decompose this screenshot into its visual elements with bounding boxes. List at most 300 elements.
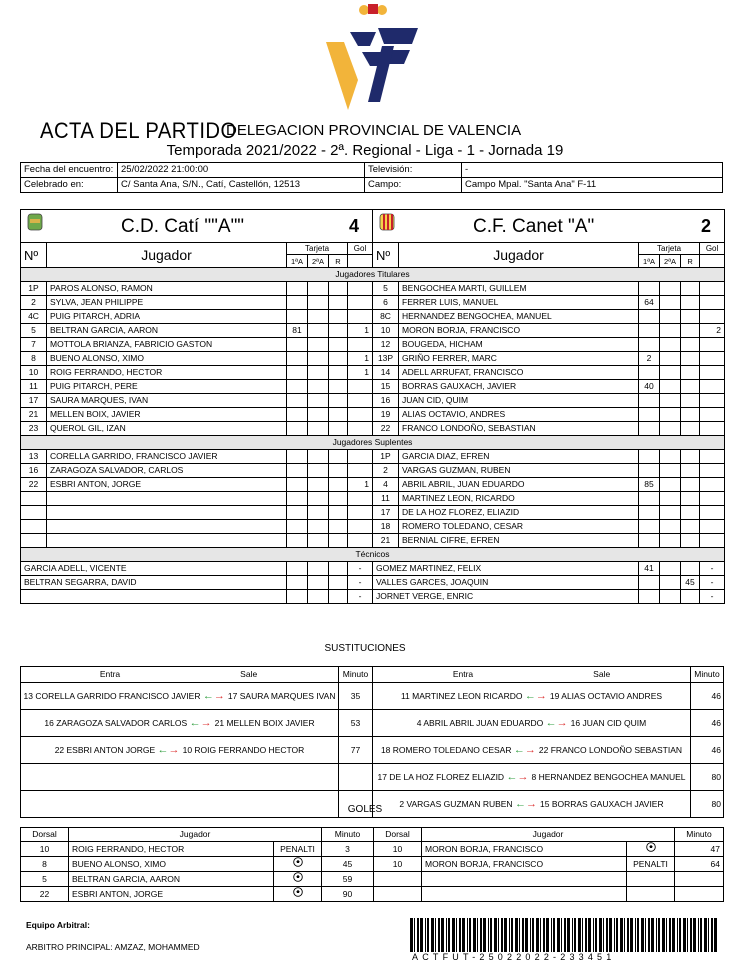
away-goal-dorsal: 10 (374, 857, 422, 872)
away-goals (700, 296, 725, 310)
tv-value: - (462, 163, 723, 178)
away-player-number: 15 (373, 380, 399, 394)
away-red (681, 450, 700, 464)
away-player-number: 17 (373, 506, 399, 520)
away-crest-icon (379, 213, 395, 231)
away-goals (700, 534, 725, 548)
away-red (681, 352, 700, 366)
barcode-bar (519, 918, 520, 952)
barcode-bar (441, 918, 444, 952)
section-row (21, 436, 725, 450)
barcode-bar (515, 918, 518, 952)
home-coach-yellow-2 (308, 576, 329, 590)
home-yellow-2 (308, 520, 329, 534)
barcode-bar (564, 918, 566, 952)
away-yellow-2 (660, 394, 681, 408)
coach-row (21, 576, 725, 590)
home-player-in: 13 CORELLA GARRIDO FRANCISCO JAVIER (23, 690, 201, 701)
teams-header (20, 209, 725, 269)
barcode-bar (427, 918, 429, 952)
away-goals (700, 408, 725, 422)
home-player-in: 22 ESBRI ANTON JORGE (54, 744, 156, 755)
home-goals (348, 338, 373, 352)
away-yellow-1: 40 (639, 380, 660, 394)
away-coach-gol: - (700, 590, 725, 604)
barcode-bar (490, 918, 492, 952)
barcode-bar (704, 918, 707, 952)
coach-row (21, 562, 725, 576)
home-player-name: PUIG PITARCH, ADRIA (47, 310, 287, 324)
goals-col-minuto-home: Minuto (322, 828, 374, 842)
barcode-bar (606, 918, 608, 952)
home-yellow-1 (287, 464, 308, 478)
away-coach-name: VALLES GARCES, JOAQUIN (373, 576, 639, 590)
away-red (681, 408, 700, 422)
away-player-name: ADELL ARRUFAT, FRANCISCO (399, 366, 639, 380)
home-player-number: 2 (21, 296, 47, 310)
barcode-bar (410, 918, 413, 952)
home-coach-gol: - (348, 590, 373, 604)
home-coach-yellow-2 (308, 590, 329, 604)
barcode-bar (641, 918, 644, 952)
barcode-bar (483, 918, 486, 952)
home-player-number: 16 (21, 464, 47, 478)
barcode-bar (438, 918, 440, 952)
player-row (21, 534, 725, 548)
away-player-number: 22 (373, 422, 399, 436)
barcode-bar (572, 918, 573, 952)
home-goal-minute: 3 (322, 842, 374, 857)
barcode-bar (672, 918, 675, 952)
away-player-in: 17 DE LA HOZ FLOREZ ELIAZID (377, 771, 505, 782)
away-yellow-2 (660, 464, 681, 478)
barcode-bar (448, 918, 450, 952)
away-player-number: 13P (373, 352, 399, 366)
away-yellow-1 (639, 520, 660, 534)
referee-principal: ARBITRO PRINCIPAL: AMZAZ, MOHAMMED (26, 942, 200, 952)
away-player-number: 18 (373, 520, 399, 534)
away-yellow-1 (639, 492, 660, 506)
home-goals (348, 408, 373, 422)
away-goals (700, 380, 725, 394)
away-sub-minute: 80 (691, 791, 724, 818)
home-red (329, 450, 348, 464)
home-player-name: CORELLA GARRIDO, FRANCISCO JAVIER (47, 450, 287, 464)
away-goal-type (627, 887, 675, 902)
home-goals: 1 (348, 478, 373, 492)
home-coach-red (329, 562, 348, 576)
home-yellow-1 (287, 492, 308, 506)
away-player-number: 5 (373, 282, 399, 296)
home-yellow-1 (287, 366, 308, 380)
home-player-name: QUEROL GIL, IZAN (47, 422, 287, 436)
away-yellow-1 (639, 310, 660, 324)
home-goal-player: ESBRI ANTON, JORGE (69, 887, 274, 902)
barcode-bar (698, 918, 699, 952)
away-goal-minute: 64 (675, 857, 724, 872)
home-yellow-2 (308, 534, 329, 548)
home-coach-yellow-1 (287, 590, 308, 604)
barcode-bar (690, 918, 692, 952)
barcode-bar (711, 918, 713, 952)
home-red (329, 422, 348, 436)
away-red (681, 310, 700, 324)
away-player-name: FRANCO LONDOÑO, SEBASTIAN (399, 422, 639, 436)
barcode-bar (414, 918, 415, 952)
player-row (21, 366, 725, 380)
away-player-name: GRIÑO FERRER, MARC (399, 352, 639, 366)
players-table (20, 267, 725, 604)
away-red (681, 282, 700, 296)
swap-arrows-icon: ←→ (524, 689, 547, 702)
campo-label: Campo: (365, 178, 462, 193)
barcode-bar (522, 918, 524, 952)
goals-col-jugador-home: Jugador (69, 828, 322, 842)
home-player-number: 8 (21, 352, 47, 366)
barcode-bar (637, 918, 639, 952)
away-red (681, 506, 700, 520)
away-red (681, 464, 700, 478)
home-goals: 1 (348, 352, 373, 366)
home-player-out: 21 MELLEN BOIX JAVIER (214, 717, 315, 728)
home-player-name: SAURA MARQUES, IVAN (47, 394, 287, 408)
away-yellow-2 (660, 296, 681, 310)
away-col-a1: 1ªA (639, 255, 660, 269)
away-yellow-1 (639, 282, 660, 296)
away-col-gol: Gol (700, 243, 725, 255)
barcode-bar (627, 918, 629, 952)
away-player-in: 11 MARTINEZ LEON RICARDO (400, 690, 523, 701)
away-red (681, 492, 700, 506)
away-substitution (373, 683, 691, 710)
away-coach-name: GOMEZ MARTINEZ, FELIX (373, 562, 639, 576)
home-yellow-1: 81 (287, 324, 308, 338)
away-yellow-1 (639, 506, 660, 520)
barcode-bar (614, 918, 615, 952)
away-yellow-2 (660, 492, 681, 506)
barcode-bar (425, 918, 426, 952)
barcode-bar (595, 918, 597, 952)
away-col-a2: 2ªA (660, 255, 681, 269)
goal-row (21, 887, 724, 902)
home-team-name: C.D. Catí ""A"" (121, 216, 245, 237)
home-red (329, 520, 348, 534)
away-player-out: 15 BORRAS GAUXACH JAVIER (540, 798, 664, 809)
home-goal-dorsal: 5 (21, 872, 69, 887)
player-row (21, 380, 725, 394)
home-player-number (21, 534, 47, 548)
home-yellow-2 (308, 282, 329, 296)
away-yellow-1 (639, 464, 660, 478)
barcode-bar (462, 918, 465, 952)
barcode-bar (511, 918, 513, 952)
away-yellow-2 (660, 450, 681, 464)
soccer-ball-icon (646, 844, 656, 854)
player-row (21, 296, 725, 310)
home-goals: 1 (348, 324, 373, 338)
section-header: Jugadores Titulares (21, 268, 725, 282)
away-player-name: BORRAS GAUXACH, JAVIER (399, 380, 639, 394)
home-yellow-2 (308, 352, 329, 366)
away-goals (700, 450, 725, 464)
barcode-bar (536, 918, 539, 952)
home-yellow-2 (308, 408, 329, 422)
away-player-number: 2 (373, 464, 399, 478)
barcode-bar (473, 918, 476, 952)
away-coach-red (681, 590, 700, 604)
home-player-out: 10 ROIG FERRANDO HECTOR (182, 744, 305, 755)
away-sub-minute: 46 (691, 710, 724, 737)
away-substitution (373, 764, 691, 791)
home-yellow-2 (308, 450, 329, 464)
barcode-bar (540, 918, 541, 952)
away-yellow-1 (639, 422, 660, 436)
home-sub-minute: 53 (339, 710, 373, 737)
barcode-bar (446, 918, 447, 952)
subs-col-minuto-away: Minuto (691, 667, 724, 683)
goal-row (21, 872, 724, 887)
home-yellow-2 (308, 394, 329, 408)
home-player-name: ESBRI ANTON, JORGE (47, 478, 287, 492)
goals-table (20, 827, 724, 902)
home-substitution (21, 683, 339, 710)
away-team-name: C.F. Canet "A" (473, 216, 595, 237)
barcode-bar (509, 918, 510, 952)
away-yellow-2 (660, 338, 681, 352)
home-player-name: PUIG PITARCH, PERE (47, 380, 287, 394)
substitution-row (21, 764, 724, 791)
barcode-bar (620, 918, 623, 952)
barcode-bar (603, 918, 604, 952)
fecha-value: 25/02/2022 21:00:00 (118, 163, 365, 178)
away-goals (700, 338, 725, 352)
home-red (329, 296, 348, 310)
away-coach-yellow-2 (660, 562, 681, 576)
away-player-out: 16 JUAN CID QUIM (570, 717, 647, 728)
away-red (681, 380, 700, 394)
away-goals (700, 492, 725, 506)
home-player-name: BELTRAN GARCIA, AARON (47, 324, 287, 338)
away-coach-yellow-2 (660, 590, 681, 604)
home-goals (348, 296, 373, 310)
home-red (329, 464, 348, 478)
swap-arrows-icon: ←→ (157, 743, 180, 756)
celebrado-label: Celebrado en: (21, 178, 118, 193)
away-score: 2 (701, 216, 712, 236)
away-player-out: 8 HERNANDEZ BENGOCHEA MANUEL (531, 771, 686, 782)
home-goals (348, 520, 373, 534)
away-yellow-2 (660, 324, 681, 338)
away-goal-type (627, 872, 675, 887)
goals-col-minuto-away: Minuto (675, 828, 724, 842)
home-substitution (21, 710, 339, 737)
soccer-ball-icon (293, 859, 303, 869)
home-yellow-2 (308, 310, 329, 324)
player-row (21, 352, 725, 366)
barcode-bar (658, 918, 660, 952)
home-yellow-2 (308, 366, 329, 380)
away-player-name: FERRER LUIS, MANUEL (399, 296, 639, 310)
barcode-bar (645, 918, 646, 952)
away-coach-name: JORNET VERGE, ENRIC (373, 590, 639, 604)
away-yellow-1 (639, 366, 660, 380)
home-red (329, 282, 348, 296)
away-red (681, 394, 700, 408)
away-player-number: 12 (373, 338, 399, 352)
away-yellow-1: 85 (639, 478, 660, 492)
delegation: DELEGACION PROVINCIAL DE VALENCIA (226, 122, 522, 139)
away-goal-player: MORON BORJA, FRANCISCO (422, 857, 627, 872)
barcode-bar (669, 918, 671, 952)
away-goal-dorsal (374, 872, 422, 887)
home-yellow-1 (287, 478, 308, 492)
away-coach-yellow-2 (660, 576, 681, 590)
away-yellow-1: 64 (639, 296, 660, 310)
home-player-name: MOTTOLA BRIANZA, FABRICIO GASTON (47, 338, 287, 352)
home-player-number (21, 492, 47, 506)
away-goal-minute (675, 887, 724, 902)
home-coach-name: GARCIA ADELL, VICENTE (21, 562, 287, 576)
home-goal-type: PENALTI (274, 842, 322, 857)
home-player-in: 16 ZARAGOZA SALVADOR CARLOS (44, 717, 188, 728)
away-red (681, 324, 700, 338)
home-yellow-1 (287, 296, 308, 310)
home-goals (348, 506, 373, 520)
substitutions-table (20, 666, 724, 818)
barcode-bar (708, 918, 709, 952)
player-row (21, 408, 725, 422)
home-player-number (21, 506, 47, 520)
away-goals (700, 352, 725, 366)
home-yellow-1 (287, 520, 308, 534)
away-goal-player (422, 887, 627, 902)
home-coach-yellow-1 (287, 562, 308, 576)
barcode-bar (452, 918, 455, 952)
subs-col-entra-sale-away (373, 667, 691, 683)
away-player-number: 19 (373, 408, 399, 422)
away-coach-yellow-1 (639, 576, 660, 590)
away-yellow-2 (660, 282, 681, 296)
home-player-name: ROIG FERRANDO, HECTOR (47, 366, 287, 380)
away-red (681, 520, 700, 534)
player-row (21, 310, 725, 324)
away-yellow-2 (660, 422, 681, 436)
away-coach-yellow-1: 41 (639, 562, 660, 576)
away-player-number: 16 (373, 394, 399, 408)
away-red (681, 366, 700, 380)
away-yellow-1 (639, 324, 660, 338)
home-yellow-2 (308, 324, 329, 338)
barcode-bar (530, 918, 531, 952)
away-yellow-2 (660, 366, 681, 380)
barcode-bar (609, 918, 612, 952)
home-player-out: 17 SAURA MARQUES IVAN (227, 690, 336, 701)
barcode-bar (469, 918, 471, 952)
barcode-bar (467, 918, 468, 952)
away-yellow-2 (660, 520, 681, 534)
away-yellow-1 (639, 450, 660, 464)
barcode-bar (651, 918, 654, 952)
barcode-bar (546, 918, 549, 952)
barcode-bar (504, 918, 507, 952)
away-yellow-2 (660, 534, 681, 548)
match-info-table (20, 162, 723, 193)
home-coach-red (329, 590, 348, 604)
away-col-jugador: Jugador (399, 243, 639, 269)
away-substitution (373, 710, 691, 737)
away-yellow-2 (660, 408, 681, 422)
home-player-number: 17 (21, 394, 47, 408)
away-player-name: ABRIL ABRIL, JUAN EDUARDO (399, 478, 639, 492)
subs-col-minuto-home: Minuto (339, 667, 373, 683)
subs-col-entra-away: Entra (452, 669, 474, 679)
away-player-name: BERNIAL CIFRE, EFREN (399, 534, 639, 548)
away-sub-minute: 46 (691, 737, 724, 764)
barcode-bar (557, 918, 560, 952)
home-red (329, 380, 348, 394)
away-player-in: 2 VARGAS GUZMAN RUBEN (399, 798, 513, 809)
barcode-bar (494, 918, 497, 952)
away-yellow-1 (639, 408, 660, 422)
home-yellow-1 (287, 506, 308, 520)
barcode-bar (498, 918, 499, 952)
home-player-name: BUENO ALONSO, XIMO (47, 352, 287, 366)
away-player-number: 14 (373, 366, 399, 380)
away-player-name: DE LA HOZ FLOREZ, ELIAZID (399, 506, 639, 520)
home-coach-red (329, 576, 348, 590)
home-coach-gol: - (348, 576, 373, 590)
barcode (410, 918, 720, 952)
away-player-number: 6 (373, 296, 399, 310)
barcode-bar (714, 918, 717, 952)
home-goals (348, 450, 373, 464)
away-coach-yellow-1 (639, 590, 660, 604)
barcode-bar (616, 918, 618, 952)
home-coach-name (21, 590, 287, 604)
away-yellow-2 (660, 352, 681, 366)
player-row (21, 450, 725, 464)
swap-arrows-icon: ←→ (202, 689, 225, 702)
player-row (21, 520, 725, 534)
tv-label: Televisión: (365, 163, 462, 178)
away-team-header (373, 210, 724, 243)
barcode-bar (477, 918, 478, 952)
home-col-a2: 2ªA (308, 255, 329, 269)
section-row (21, 268, 725, 282)
away-player-name: GARCIA DIAZ, EFREN (399, 450, 639, 464)
home-red (329, 478, 348, 492)
away-player-name: BOUGEDA, HICHAM (399, 338, 639, 352)
goals-col-dorsal-away: Dorsal (374, 828, 422, 842)
home-goal-player: BELTRAN GARCIA, AARON (69, 872, 274, 887)
home-yellow-1 (287, 338, 308, 352)
home-player-name (47, 520, 287, 534)
home-yellow-1 (287, 408, 308, 422)
away-player-name: ALIAS OCTAVIO, ANDRES (399, 408, 639, 422)
home-crest-icon (27, 213, 43, 231)
home-yellow-2 (308, 380, 329, 394)
home-yellow-1 (287, 282, 308, 296)
barcode-bar (501, 918, 503, 952)
away-goal-type (627, 842, 675, 857)
barcode-bar (687, 918, 688, 952)
away-yellow-2 (660, 478, 681, 492)
player-row (21, 422, 725, 436)
barcode-bar (543, 918, 545, 952)
away-yellow-2 (660, 380, 681, 394)
away-player-number: 8C (373, 310, 399, 324)
home-goal-type (274, 872, 322, 887)
